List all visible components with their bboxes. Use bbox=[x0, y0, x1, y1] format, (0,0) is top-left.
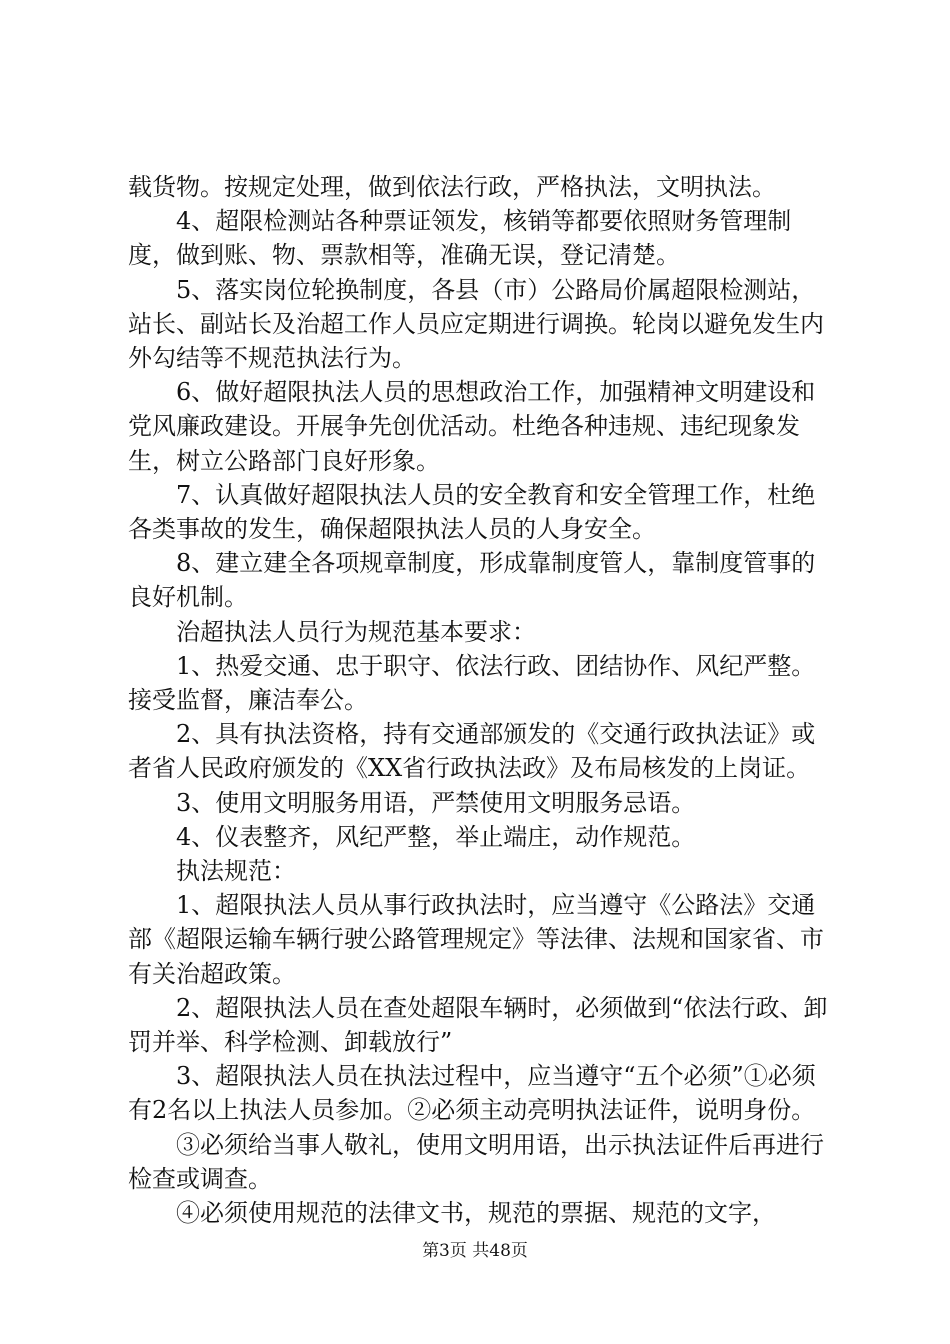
section-heading: 执法规范： bbox=[176, 857, 296, 886]
paragraph: ④必须使用规范的法律文书，规范的票据、规范的文字， bbox=[176, 1199, 776, 1228]
paragraph: 2、超限执法人员在查处超限车辆时，必须做到“依法行政、卸罚并举、科学检测、卸载放行” bbox=[128, 993, 828, 1057]
paragraph: 7、认真做好超限执法人员的安全教育和安全管理工作，杜绝各类事故的发生，确保超限执法人员的人身安全。 bbox=[128, 480, 816, 544]
paragraph: 5、落实岗位轮换制度，各县（市）公路局价属超限检测站，站长、副站长及治超工作人员应定期进行调换。轮岗以避免发生内外勾结等不规范执法行为。 bbox=[128, 275, 824, 373]
paragraph: 4、超限检测站各种票证领发，核销等都要依照财务管理制度，做到账、物、票款相等，准确无误，登记清楚。 bbox=[128, 207, 792, 270]
paragraph: 载货物。按规定处理，做到依法行政，严格执法，文明执法。 bbox=[128, 173, 776, 201]
document-body bbox=[128, 170, 833, 1230]
paragraph: 4、仪表整齐，风纪严整，举止端庄，动作规范。 bbox=[176, 822, 696, 851]
page-footer: 第3页 共48页 bbox=[422, 1241, 528, 1261]
paragraph: 1、超限执法人员从事行政执法时，应当遵守《公路法》交通部《超限运输车辆行驶公路管理规定》等法律、法规和国家省、市有关治超政策。 bbox=[128, 891, 824, 988]
paragraph: 3、超限执法人员在执法过程中，应当遵守“五个必须”①必须有2名以上执法人员参加。②必须主动亮明执法证件，说明身份。 bbox=[128, 1062, 816, 1125]
paragraph: 3、使用文明服务用语，严禁使用文明服务忌语。 bbox=[176, 788, 696, 817]
paragraph: 2、具有执法资格，持有交通部颁发的《交通行政执法证》或者省人民政府颁发的《XX省行政执法政》及布局核发的上岗证。 bbox=[128, 720, 816, 783]
paragraph: 1、热爱交通、忠于职守、依法行政、团结协作、风纪严整。接受监督，廉洁奉公。 bbox=[128, 651, 816, 715]
section-heading: 治超执法人员行为规范基本要求： bbox=[176, 617, 536, 646]
paragraph: ③必须给当事人敬礼，使用文明用语，出示执法证件后再进行检查或调查。 bbox=[128, 1130, 824, 1193]
paragraph: 6、做好超限执法人员的思想政治工作，加强精神文明建设和党风廉政建设。开展争先创优活动。杜绝各种违规、违纪现象发生，树立公路部门良好形象。 bbox=[128, 378, 816, 475]
paragraph: 8、建立建全各项规章制度，形成靠制度管人，靠制度管事的良好机制。 bbox=[128, 549, 816, 612]
